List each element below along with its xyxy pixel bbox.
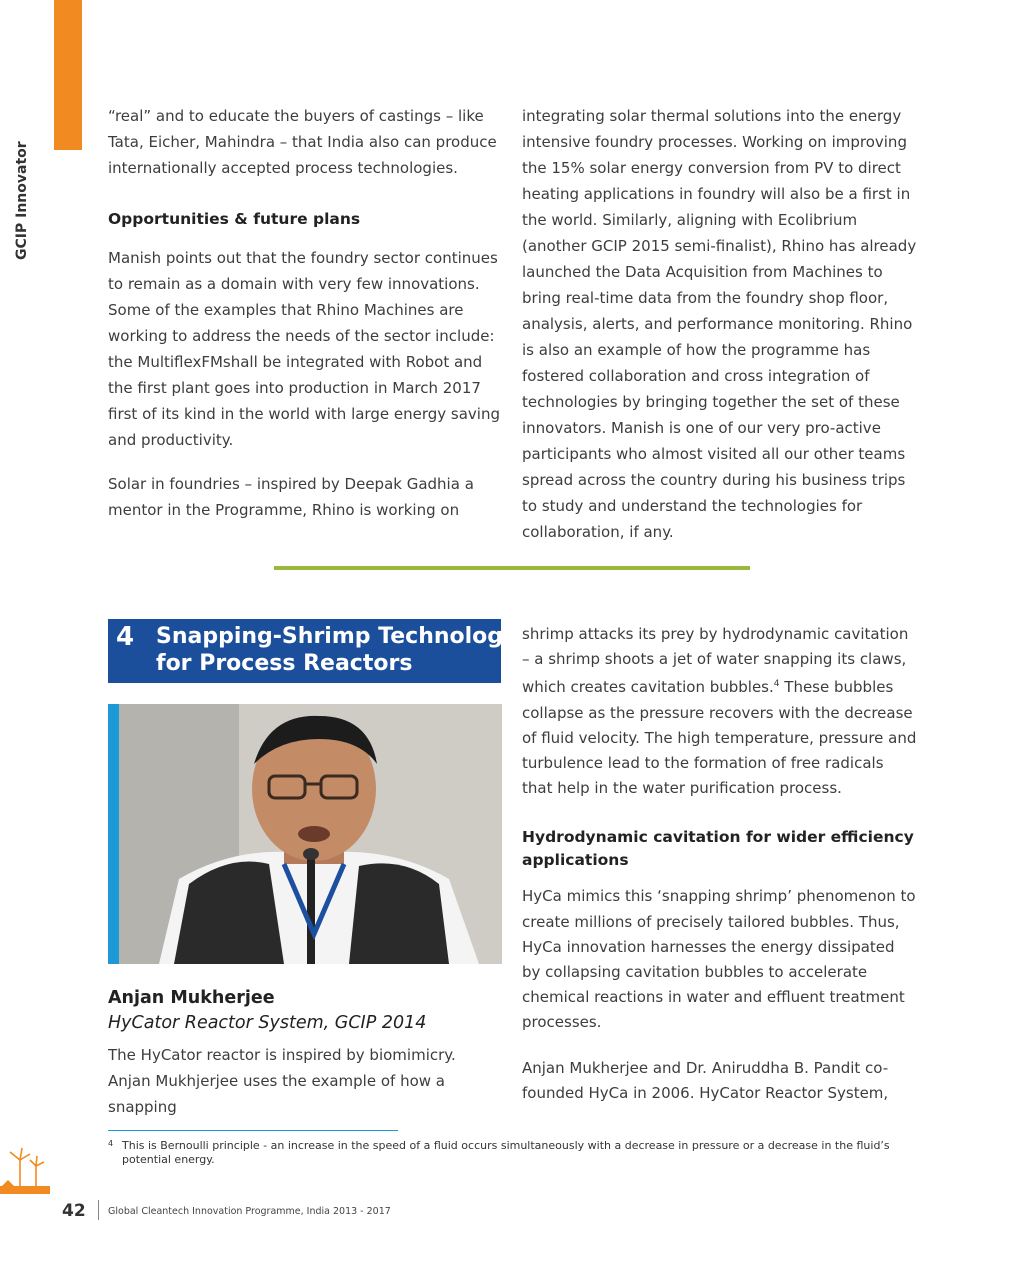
- photo-accent-bar: [108, 704, 119, 964]
- section-banner: [108, 619, 518, 683]
- right-column-top: [522, 103, 917, 545]
- section-title-line2: for Process Reactors: [156, 651, 413, 676]
- paragraph: Solar in foundries – inspired by Deepak Gadhia a mentor in the Programme, Rhino is working on: [108, 475, 474, 519]
- paragraph: [522, 622, 917, 801]
- wind-turbine-icon: [0, 1146, 50, 1194]
- paragraph: Anjan Mukherjee and Dr. Aniruddha B. Pandit co-founded HyCa in 2006. HyCator Reactor System,: [522, 1058, 889, 1102]
- paragraph: “real” and to educate the buyers of castings – like Tata, Eicher, Mahindra – that India also can produce internationally accepted process technologies.: [108, 107, 497, 177]
- profile-name: Anjan Mukherjee: [108, 988, 275, 1008]
- paragraph-part: These bubbles collapse as the pressure recovers with the decrease of fluid velocity. The high temperature, pressure and turbulence lead to the formation of free radicals that help in the water purification process.: [522, 678, 917, 798]
- footnote-text: This is Bernoulli principle - an increase in the speed of a fluid occurs simultaneously with a decrease in pressure or a decrease in the fluid’s potential energy.: [122, 1139, 890, 1166]
- side-tab-innovator: GCIP Innovator: [14, 141, 30, 260]
- footnote-marker: 4: [108, 1139, 114, 1148]
- section-title: [156, 623, 517, 677]
- paragraph: The HyCator reactor is inspired by biomimicry. Anjan Mukhjerjee uses the example of how a snapping: [108, 1046, 456, 1116]
- footer-text: Global Cleantech Innovation Programme, India 2013 - 2017: [108, 1206, 391, 1217]
- section-title-line1: Snapping-Shrimp Technology: [156, 624, 518, 649]
- person-illustration: [119, 704, 502, 964]
- paragraph: Manish points out that the foundry sector continues to remain as a domain with very few innovations. Some of the examples that Rhino Machines are working to address the needs of the sector include: the MultiflexFMshall be integrated with Robot and the first plant goes into production in March 2017 first of its kind in the world with large energy saving and productivity.: [108, 249, 500, 449]
- paragraph: HyCa mimics this ‘snapping shrimp’ phenomenon to create millions of precisely tailored bubbles. Thus, HyCa innovation harnesses the energy dissipated by collapsing cavitation bubbles to accelerate chemical reactions in water and effluent treatment processes.: [522, 887, 916, 1032]
- section-heading: Opportunities & future plans: [108, 210, 361, 228]
- paragraph: integrating solar thermal solutions into the energy intensive foundry processes. Working on improving the 15% solar energy conversion from PV to direct heating applications in foundry will also be a first in the world. Similarly, aligning with Ecolibrium (another GCIP 2015 semi-finalist), Rhino has already launched the Data Acquisition from Machines to bring real-time data from the foundry shop floor, analysis, alerts, and performance monitoring. Rhino is also an example of how the programme has fostered collaboration and cross integration of technologies by bringing together the set of these innovators. Manish is one of our very pro-active participants who almost visited all our other teams spread across the country during his business trips to study and understand the technologies for collaboration, if any.: [522, 107, 917, 541]
- footnote-reference: 4: [773, 679, 780, 690]
- footnote-rule: [108, 1130, 398, 1131]
- side-tab-stories: Stories: [14, 79, 30, 136]
- left-column-top: [108, 103, 503, 523]
- footer-separator: [98, 1200, 99, 1220]
- page-number: 42: [62, 1201, 86, 1221]
- side-tab-label: [10, 68, 34, 268]
- section-heading: Hydrodynamic cavitation for wider efficiency applications: [522, 828, 914, 870]
- side-tab-accent: [54, 0, 82, 150]
- profile-block: [108, 986, 503, 1120]
- section-divider: [274, 566, 750, 570]
- right-column-bottom: [522, 622, 917, 1106]
- paragraph-part: shrimp attacks its prey by hydrodynamic cavitation – a shrimp shoots a jet of water snapping its claws, which creates cavitation bubbles.: [522, 625, 909, 697]
- section-number: 4: [116, 622, 135, 652]
- person-photo: [119, 704, 502, 964]
- profile-affiliation: HyCator Reactor System, GCIP 2014: [108, 1013, 427, 1033]
